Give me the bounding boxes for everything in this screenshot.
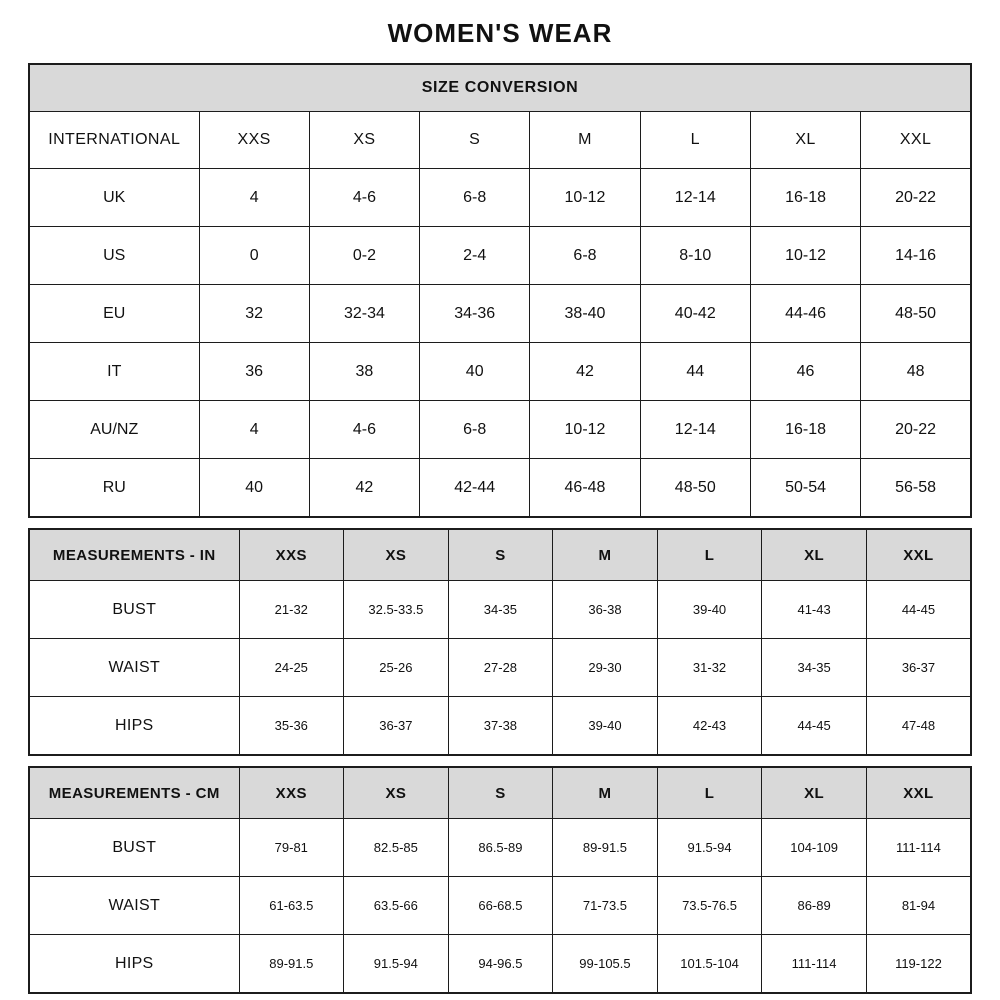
size-value-cell: 89-91.5 xyxy=(239,935,344,994)
row-label-cell: WAIST xyxy=(29,639,239,697)
size-value-cell: 0-2 xyxy=(309,227,419,285)
size-header-cell: XS xyxy=(309,112,419,169)
size-value-cell: 56-58 xyxy=(861,459,971,518)
size-header-cell: L xyxy=(657,767,762,819)
size-value-cell: 81-94 xyxy=(866,877,971,935)
size-value-cell: 0 xyxy=(199,227,309,285)
table-title-cell: MEASUREMENTS - CM xyxy=(29,767,239,819)
size-value-cell: 119-122 xyxy=(866,935,971,994)
size-conversion-body xyxy=(29,169,971,518)
size-value-cell: 29-30 xyxy=(553,639,658,697)
size-value-cell: 32.5-33.5 xyxy=(344,581,449,639)
size-conversion-header-row xyxy=(29,112,971,169)
table-title-cell: INTERNATIONAL xyxy=(29,112,199,169)
row-label-cell: HIPS xyxy=(29,697,239,756)
table-row xyxy=(29,343,971,401)
size-value-cell: 38 xyxy=(309,343,419,401)
size-value-cell: 36 xyxy=(199,343,309,401)
size-value-cell: 10-12 xyxy=(530,401,640,459)
size-value-cell: 86-89 xyxy=(762,877,867,935)
size-value-cell: 38-40 xyxy=(530,285,640,343)
row-label-cell: BUST xyxy=(29,581,239,639)
row-label-cell: EU xyxy=(29,285,199,343)
size-header-cell: XXL xyxy=(866,529,971,581)
size-value-cell: 36-37 xyxy=(344,697,449,756)
size-header-cell: XXL xyxy=(866,767,971,819)
size-value-cell: 39-40 xyxy=(657,581,762,639)
size-value-cell: 48-50 xyxy=(640,459,750,518)
size-value-cell: 44 xyxy=(640,343,750,401)
table-row xyxy=(29,227,971,285)
size-value-cell: 32-34 xyxy=(309,285,419,343)
size-value-cell: 36-37 xyxy=(866,639,971,697)
row-label-cell: HIPS xyxy=(29,935,239,994)
size-header-cell: XXS xyxy=(199,112,309,169)
size-value-cell: 6-8 xyxy=(420,401,530,459)
size-value-cell: 32 xyxy=(199,285,309,343)
measurements-cm-body xyxy=(29,819,971,994)
size-header-cell: L xyxy=(657,529,762,581)
measurements-cm-table xyxy=(28,766,972,994)
size-header-cell: XL xyxy=(762,529,867,581)
row-label-cell: BUST xyxy=(29,819,239,877)
size-conversion-caption-row xyxy=(29,64,971,112)
size-header-cell: M xyxy=(553,767,658,819)
row-label-cell: AU/NZ xyxy=(29,401,199,459)
size-value-cell: 44-45 xyxy=(866,581,971,639)
size-value-cell: 101.5-104 xyxy=(657,935,762,994)
size-value-cell: 34-36 xyxy=(420,285,530,343)
size-value-cell: 44-46 xyxy=(750,285,860,343)
size-value-cell: 21-32 xyxy=(239,581,344,639)
size-header-cell: XS xyxy=(344,767,449,819)
row-label-cell: IT xyxy=(29,343,199,401)
size-value-cell: 89-91.5 xyxy=(553,819,658,877)
size-header-cell: XL xyxy=(762,767,867,819)
size-value-cell: 40-42 xyxy=(640,285,750,343)
size-value-cell: 71-73.5 xyxy=(553,877,658,935)
size-header-cell: L xyxy=(640,112,750,169)
size-header-cell: S xyxy=(420,112,530,169)
size-value-cell: 4-6 xyxy=(309,169,419,227)
row-label-cell: UK xyxy=(29,169,199,227)
size-value-cell: 47-48 xyxy=(866,697,971,756)
size-value-cell: 42 xyxy=(309,459,419,518)
row-label-cell: RU xyxy=(29,459,199,518)
size-value-cell: 41-43 xyxy=(762,581,867,639)
size-value-cell: 36-38 xyxy=(553,581,658,639)
size-value-cell: 40 xyxy=(420,343,530,401)
size-header-cell: XL xyxy=(750,112,860,169)
size-value-cell: 34-35 xyxy=(448,581,553,639)
size-value-cell: 20-22 xyxy=(861,169,971,227)
table-row xyxy=(29,285,971,343)
size-value-cell: 6-8 xyxy=(530,227,640,285)
size-value-cell: 48 xyxy=(861,343,971,401)
table-row xyxy=(29,169,971,227)
size-value-cell: 12-14 xyxy=(640,169,750,227)
size-value-cell: 34-35 xyxy=(762,639,867,697)
size-header-cell: XXS xyxy=(239,767,344,819)
measurements-in-table xyxy=(28,528,972,756)
size-value-cell: 4 xyxy=(199,401,309,459)
table-row xyxy=(29,697,971,756)
measurements-cm-header-row xyxy=(29,767,971,819)
table-row xyxy=(29,581,971,639)
table-row xyxy=(29,819,971,877)
size-value-cell: 50-54 xyxy=(750,459,860,518)
size-value-cell: 31-32 xyxy=(657,639,762,697)
size-value-cell: 25-26 xyxy=(344,639,449,697)
table-title-cell: MEASUREMENTS - IN xyxy=(29,529,239,581)
size-value-cell: 111-114 xyxy=(866,819,971,877)
size-value-cell: 2-4 xyxy=(420,227,530,285)
size-value-cell: 46 xyxy=(750,343,860,401)
size-value-cell: 4 xyxy=(199,169,309,227)
size-value-cell: 10-12 xyxy=(750,227,860,285)
size-value-cell: 44-45 xyxy=(762,697,867,756)
measurements-in-body xyxy=(29,581,971,756)
measurements-in-header-row xyxy=(29,529,971,581)
size-value-cell: 42 xyxy=(530,343,640,401)
size-value-cell: 40 xyxy=(199,459,309,518)
size-header-cell: XS xyxy=(344,529,449,581)
row-label-cell: WAIST xyxy=(29,877,239,935)
size-value-cell: 35-36 xyxy=(239,697,344,756)
size-header-cell: M xyxy=(553,529,658,581)
size-value-cell: 12-14 xyxy=(640,401,750,459)
size-value-cell: 91.5-94 xyxy=(657,819,762,877)
size-value-cell: 37-38 xyxy=(448,697,553,756)
size-value-cell: 91.5-94 xyxy=(344,935,449,994)
size-value-cell: 66-68.5 xyxy=(448,877,553,935)
table-row xyxy=(29,459,971,518)
row-label-cell: US xyxy=(29,227,199,285)
size-value-cell: 46-48 xyxy=(530,459,640,518)
size-value-cell: 14-16 xyxy=(861,227,971,285)
size-value-cell: 10-12 xyxy=(530,169,640,227)
size-value-cell: 61-63.5 xyxy=(239,877,344,935)
size-value-cell: 73.5-76.5 xyxy=(657,877,762,935)
size-value-cell: 42-43 xyxy=(657,697,762,756)
size-value-cell: 16-18 xyxy=(750,169,860,227)
size-header-cell: M xyxy=(530,112,640,169)
size-conversion-title: SIZE CONVERSION xyxy=(29,64,971,112)
size-value-cell: 79-81 xyxy=(239,819,344,877)
size-value-cell: 8-10 xyxy=(640,227,750,285)
size-header-cell: XXL xyxy=(861,112,971,169)
size-value-cell: 27-28 xyxy=(448,639,553,697)
size-header-cell: S xyxy=(448,529,553,581)
size-value-cell: 94-96.5 xyxy=(448,935,553,994)
page-title: WOMEN'S WEAR xyxy=(387,18,613,48)
size-value-cell: 24-25 xyxy=(239,639,344,697)
table-row xyxy=(29,401,971,459)
size-value-cell: 20-22 xyxy=(861,401,971,459)
size-value-cell: 104-109 xyxy=(762,819,867,877)
size-header-cell: XXS xyxy=(239,529,344,581)
size-header-cell: S xyxy=(448,767,553,819)
table-row xyxy=(29,877,971,935)
size-value-cell: 16-18 xyxy=(750,401,860,459)
size-value-cell: 4-6 xyxy=(309,401,419,459)
size-value-cell: 6-8 xyxy=(420,169,530,227)
size-value-cell: 42-44 xyxy=(420,459,530,518)
size-value-cell: 99-105.5 xyxy=(553,935,658,994)
table-row xyxy=(29,935,971,994)
size-value-cell: 63.5-66 xyxy=(344,877,449,935)
size-value-cell: 39-40 xyxy=(553,697,658,756)
size-value-cell: 48-50 xyxy=(861,285,971,343)
size-value-cell: 86.5-89 xyxy=(448,819,553,877)
size-value-cell: 111-114 xyxy=(762,935,867,994)
table-row xyxy=(29,639,971,697)
size-value-cell: 82.5-85 xyxy=(344,819,449,877)
size-conversion-table xyxy=(28,63,972,518)
